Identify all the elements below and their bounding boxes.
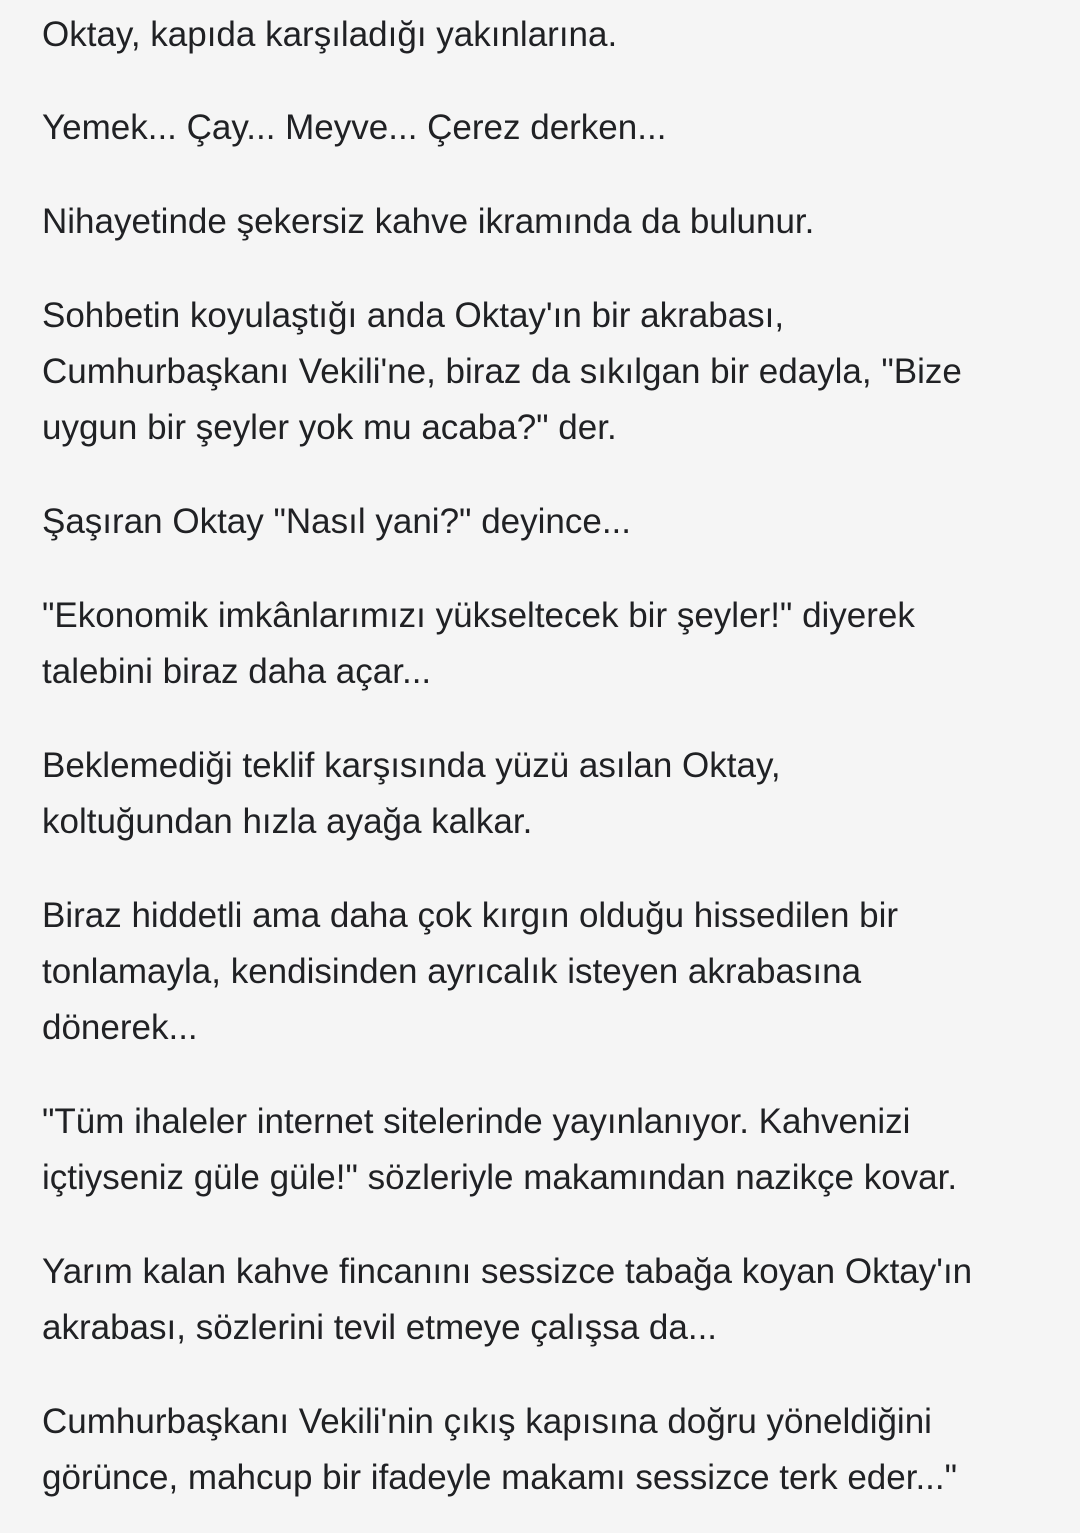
paragraph-3: Nihayetinde şekersiz kahve ikramında da bulunur. — [42, 202, 815, 241]
paragraph-2: Yemek... Çay... Meyve... Çerez derken... — [42, 108, 667, 147]
paragraph-4: Sohbetin koyulaştığı anda Oktay'ın bir akrabası, Cumhurbaşkanı Vekili'ne, biraz da sıkılgan bir edayla, "Bize uygun bir şeyler yok mu acaba?" der. — [42, 296, 962, 447]
paragraph-10: Yarım kalan kahve fincanını sessizce tabağa koyan Oktay'ın akrabası, sözlerini tevil etmeye çalışsa da... — [42, 1252, 973, 1347]
paragraph-7: Beklemediği teklif karşısında yüzü asılan Oktay, koltuğundan hızla ayağa kalkar. — [42, 746, 781, 841]
paragraph-9: "Tüm ihaleler internet sitelerinde yayınlanıyor. Kahvenizi içtiyseniz güle güle!" sözleriyle makamından nazikçe kovar. — [42, 1102, 958, 1197]
paragraph-5: Şaşıran Oktay "Nasıl yani?" deyince... — [42, 502, 632, 541]
paragraph-11: Cumhurbaşkanı Vekili'nin çıkış kapısına doğru yöneldiğini görünce, mahcup bir ifadeyle makamı sessizce terk eder..." — [42, 1402, 958, 1497]
paragraph-8: Biraz hiddetli ama daha çok kırgın olduğu hissedilen bir tonlamayla, kendisinden ayrıcalık isteyen akrabasına dönerek... — [42, 896, 899, 1047]
paragraph-6: "Ekonomik imkânlarımızı yükseltecek bir şeyler!" diyerek talebini biraz daha açar... — [42, 596, 915, 691]
paragraph-1: Oktay, kapıda karşıladığı yakınlarına. — [42, 15, 618, 54]
